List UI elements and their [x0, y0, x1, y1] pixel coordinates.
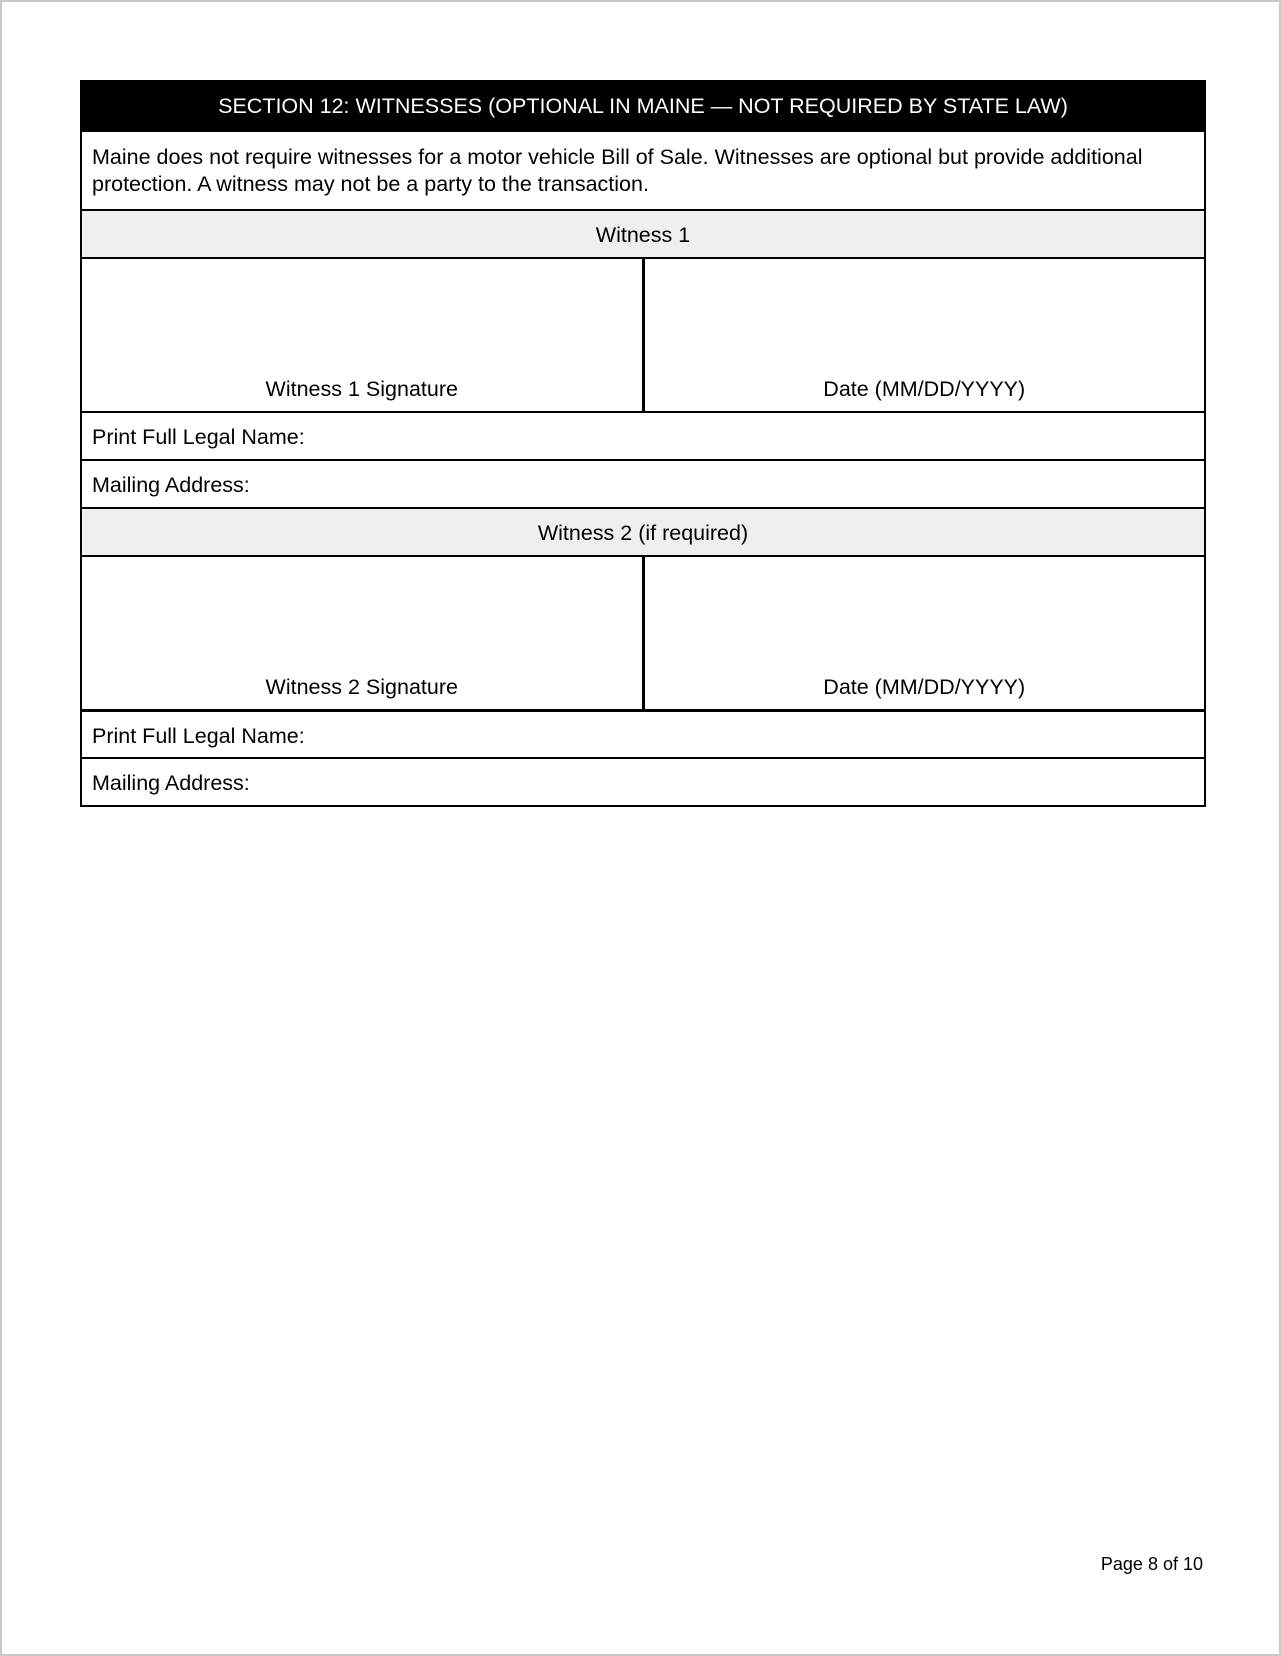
witness-2-address-field[interactable] [82, 757, 1204, 805]
witness-2-signature-field[interactable] [82, 557, 642, 709]
witness-2-date-label: Date (MM/DD/YYYY) [823, 675, 1026, 699]
witness-2-heading: Witness 2 (if required) [82, 507, 1204, 555]
witness-2-name-field[interactable] [82, 709, 1204, 757]
witness-1-address-field[interactable] [82, 459, 1204, 507]
witness-1-date-label: Date (MM/DD/YYYY) [823, 377, 1026, 401]
witness-2-date-field[interactable] [642, 557, 1205, 709]
witness-2-name-label: Print Full Legal Name: [92, 724, 305, 748]
witness-1-address-label: Mailing Address: [92, 473, 250, 497]
witness-1-date-field[interactable] [642, 259, 1205, 411]
witness-2-address-label: Mailing Address: [92, 771, 250, 795]
witness-1-name-field[interactable] [82, 411, 1204, 459]
witness-1-signature-label: Witness 1 Signature [265, 377, 458, 401]
witness-2-signature-row [82, 555, 1204, 709]
witness-1-heading: Witness 1 [82, 209, 1204, 257]
witness-1-signature-row [82, 257, 1204, 411]
section-title: SECTION 12: WITNESSES (OPTIONAL IN MAINE — NOT REQUIRED BY STATE LAW) [82, 82, 1204, 130]
witness-1-name-label: Print Full Legal Name: [92, 425, 305, 449]
witness-1-signature-field[interactable] [82, 259, 642, 411]
section-intro: Maine does not require witnesses for a motor vehicle Bill of Sale. Witnesses are optional but provide additional protection. A witness may not be a party to the transaction. [82, 130, 1204, 209]
witness-2-signature-label: Witness 2 Signature [265, 675, 458, 699]
witnesses-section [80, 80, 1206, 807]
page-number: Page 8 of 10 [1100, 1554, 1203, 1574]
